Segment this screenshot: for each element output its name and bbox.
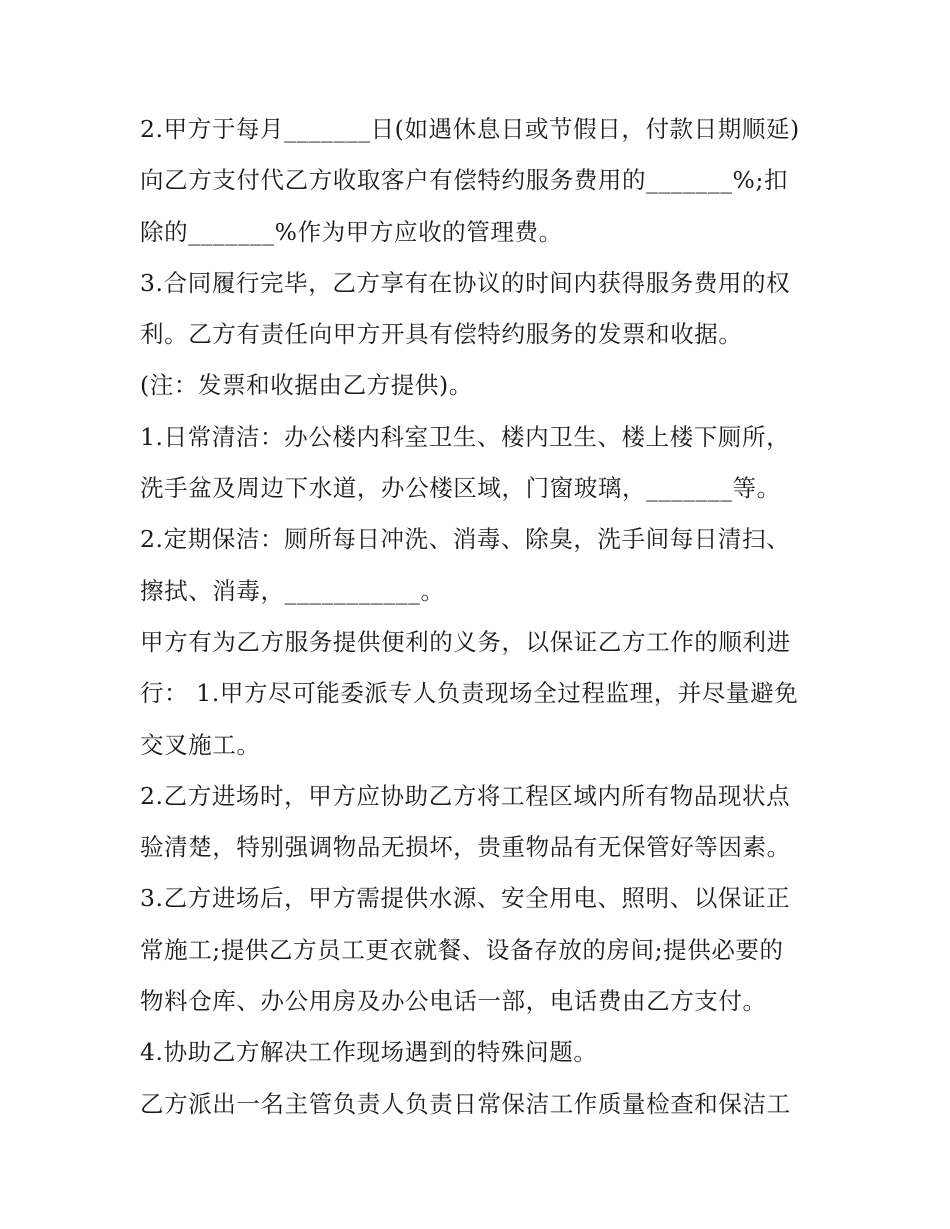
text-line-17: 常施工;提供乙方员工更衣就餐、设备存放的房间;提供必要的	[140, 935, 784, 964]
text-line-14: 2.乙方进场时，甲方应协助乙方将工程区域内所有物品现状点	[140, 781, 791, 810]
text-line-4: 3.合同履行完毕，乙方享有在协议的时间内获得服务费用的权	[140, 268, 791, 297]
document-body	[140, 104, 820, 1130]
text-line-8: 洗手盆及周边下水道，办公楼区域，门窗玻璃，_______等。	[140, 474, 781, 503]
text-line-2: 向乙方支付代乙方收取客户有偿特约服务费用的_______%;扣	[140, 166, 789, 195]
text-line-1: 2.甲方于每月_______日(如遇休息日或节假日，付款日期顺延)	[140, 115, 800, 143]
text-line-3: 除的_______%作为甲方应收的管理费。	[140, 217, 563, 246]
text-line-7: 1.日常清洁：办公楼内科室卫生、楼内卫生、楼上楼下厕所，	[140, 422, 791, 451]
text-line-20: 乙方派出一名主管负责人负责日常保洁工作质量检查和保洁工	[140, 1089, 791, 1118]
text-line-9: 2.定期保洁：厕所每日冲洗、消毒、除臭，洗手间每日清扫、	[140, 525, 791, 554]
text-line-11: 甲方有为乙方服务提供便利的义务，以保证乙方工作的顺利进	[140, 627, 791, 656]
text-line-16: 3.乙方进场后，甲方需提供水源、安全用电、照明、以保证正	[140, 884, 791, 913]
text-line-18: 物料仓库、办公用房及办公电话一部，电话费由乙方支付。	[140, 987, 767, 1016]
text-line-5: 利。乙方有责任向甲方开具有偿特约服务的发票和收据。	[140, 320, 743, 349]
text-line-19: 4.协助乙方解决工作现场遇到的特殊问题。	[140, 1038, 598, 1067]
text-line-12: 行： 1.甲方尽可能委派专人负责现场全过程监理，并尽量避免	[140, 679, 799, 708]
text-line-13: 交叉施工。	[140, 730, 261, 759]
text-line-15: 验清楚，特别强调物品无损坏，贵重物品有无保管好等因素。	[140, 833, 791, 862]
text-line-6: (注：发票和收据由乙方提供)。	[140, 371, 473, 400]
text-line-10: 擦拭、消毒，___________。	[140, 576, 445, 605]
